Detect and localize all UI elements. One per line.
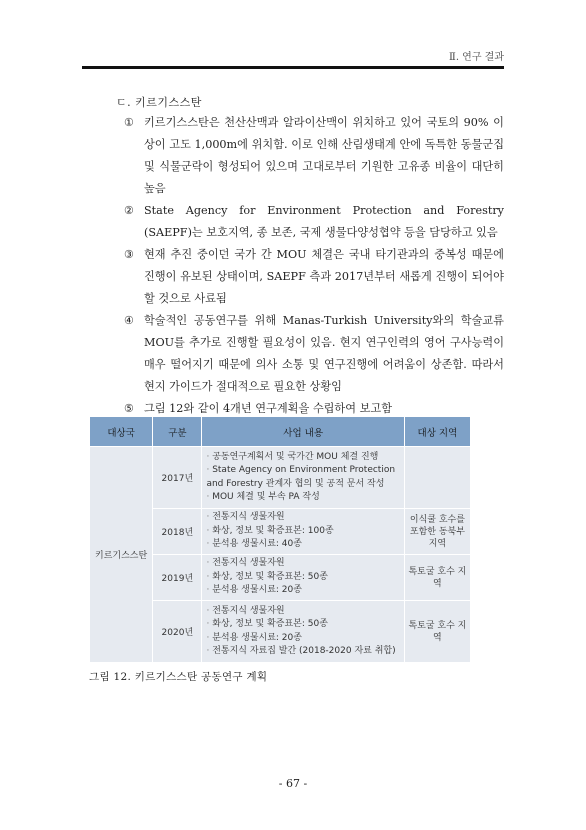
page-number: - 67 - [278,777,308,790]
table-row [90,447,471,509]
content-bullet: · 화상, 정보 및 확증표본: 100종 [206,525,399,539]
header-content: 사업 내용 [202,417,404,447]
list-item [124,244,504,310]
content-bullet: · 전통지식 자료집 발간 (2018-2020 자료 취합) [206,645,399,659]
year-cell: 2020년 [153,601,202,663]
section-heading: ㄷ. 키르기스스탄 [116,96,202,109]
content-bullet: · 분석용 생물시료: 20종 [206,632,399,646]
country-cell: 키르기스스탄 [90,447,153,663]
content-bullet: · 전통지식 생물자원 [206,605,399,619]
list-item [124,112,504,200]
region-cell: 이식쿨 호수를 포함한 동북부 지역 [404,509,470,555]
content-bullet: · 분석용 생물시료: 40종 [206,538,399,552]
table-header-row [90,417,471,447]
item-text: State Agency for Environment Protection and Forestry (SAEPF)는 보호지역, 종 보존, 국제 생물다양성협약 등을 담당하고 있음 [144,204,504,239]
item-number: ② [124,204,135,217]
header-year: 구분 [153,417,202,447]
item-number: ① [124,116,135,129]
content-cell [202,555,404,601]
content-bullet: · 전통지식 생물자원 [206,557,399,571]
year-cell: 2017년 [153,447,202,509]
content-cell [202,601,404,663]
content-cell [202,447,404,509]
item-text: 학술적인 공동연구를 위해 Manas-Turkish University와의 학술교류 MOU를 추가로 진행할 필요성이 있음. 현지 연구인력의 영어 구사능력이 매우 떨어지기 때문에 의사 소통 및 연구진행에 어려움이 상존함. 따라서 현지 가이드가 절대적으로 필요한 상황임 [144,314,504,393]
figure-caption: 그림 12. 키르기스스탄 공동연구 계획 [89,671,268,683]
item-text: 그림 12와 같이 4개년 연구계획을 수립하여 보고함 [144,402,393,415]
content-cell [202,509,404,555]
item-text: 키르기스스탄은 천산산맥과 알라이산맥이 위치하고 있어 국토의 90% 이상이 고도 1,000m에 위치함. 이로 인해 산림생태계 안에 독특한 동물군집 및 식물군락이 형성되어 있으며 고대로부터 기원한 고유종 비율이 대단히 높음 [144,116,504,195]
item-list [124,112,504,420]
item-number: ③ [124,248,135,261]
year-cell: 2019년 [153,555,202,601]
header-region: 대상 지역 [404,417,470,447]
item-number: ⑤ [124,402,135,415]
content-bullet: · 화상, 정보 및 확증표본: 50종 [206,571,399,585]
header-rule [82,66,504,69]
item-text: 현재 추진 중이던 국가 간 MOU 체결은 국내 타기관과의 중복성 때문에 진행이 유보된 상태이며, SAEPF 측과 2017년부터 새롭게 진행이 되어야 할 것으로 사료됨 [144,248,504,305]
region-cell [404,447,470,509]
research-plan-table [89,416,471,663]
content-bullet: · 화상, 정보 및 확증표본: 50종 [206,618,399,632]
list-item [124,310,504,398]
content-bullet: · 공동연구계획서 및 국가간 MOU 체결 진행 [206,451,399,465]
item-number: ④ [124,314,135,327]
list-item [124,200,504,244]
year-cell: 2018년 [153,509,202,555]
content-bullet: · MOU 체결 및 부속 PA 작성 [206,491,399,505]
header-country: 대상국 [90,417,153,447]
content-bullet: · State Agency on Environment Protection and Forestry 관계자 협의 및 공적 문서 작성 [206,464,399,491]
running-header: Ⅱ. 연구 결과 [449,52,504,63]
region-cell: 톡토굴 호수 지역 [404,601,470,663]
region-cell: 톡토굴 호수 지역 [404,555,470,601]
content-bullet: · 전통지식 생물자원 [206,511,399,525]
content-bullet: · 분석용 생물시료: 20종 [206,584,399,598]
